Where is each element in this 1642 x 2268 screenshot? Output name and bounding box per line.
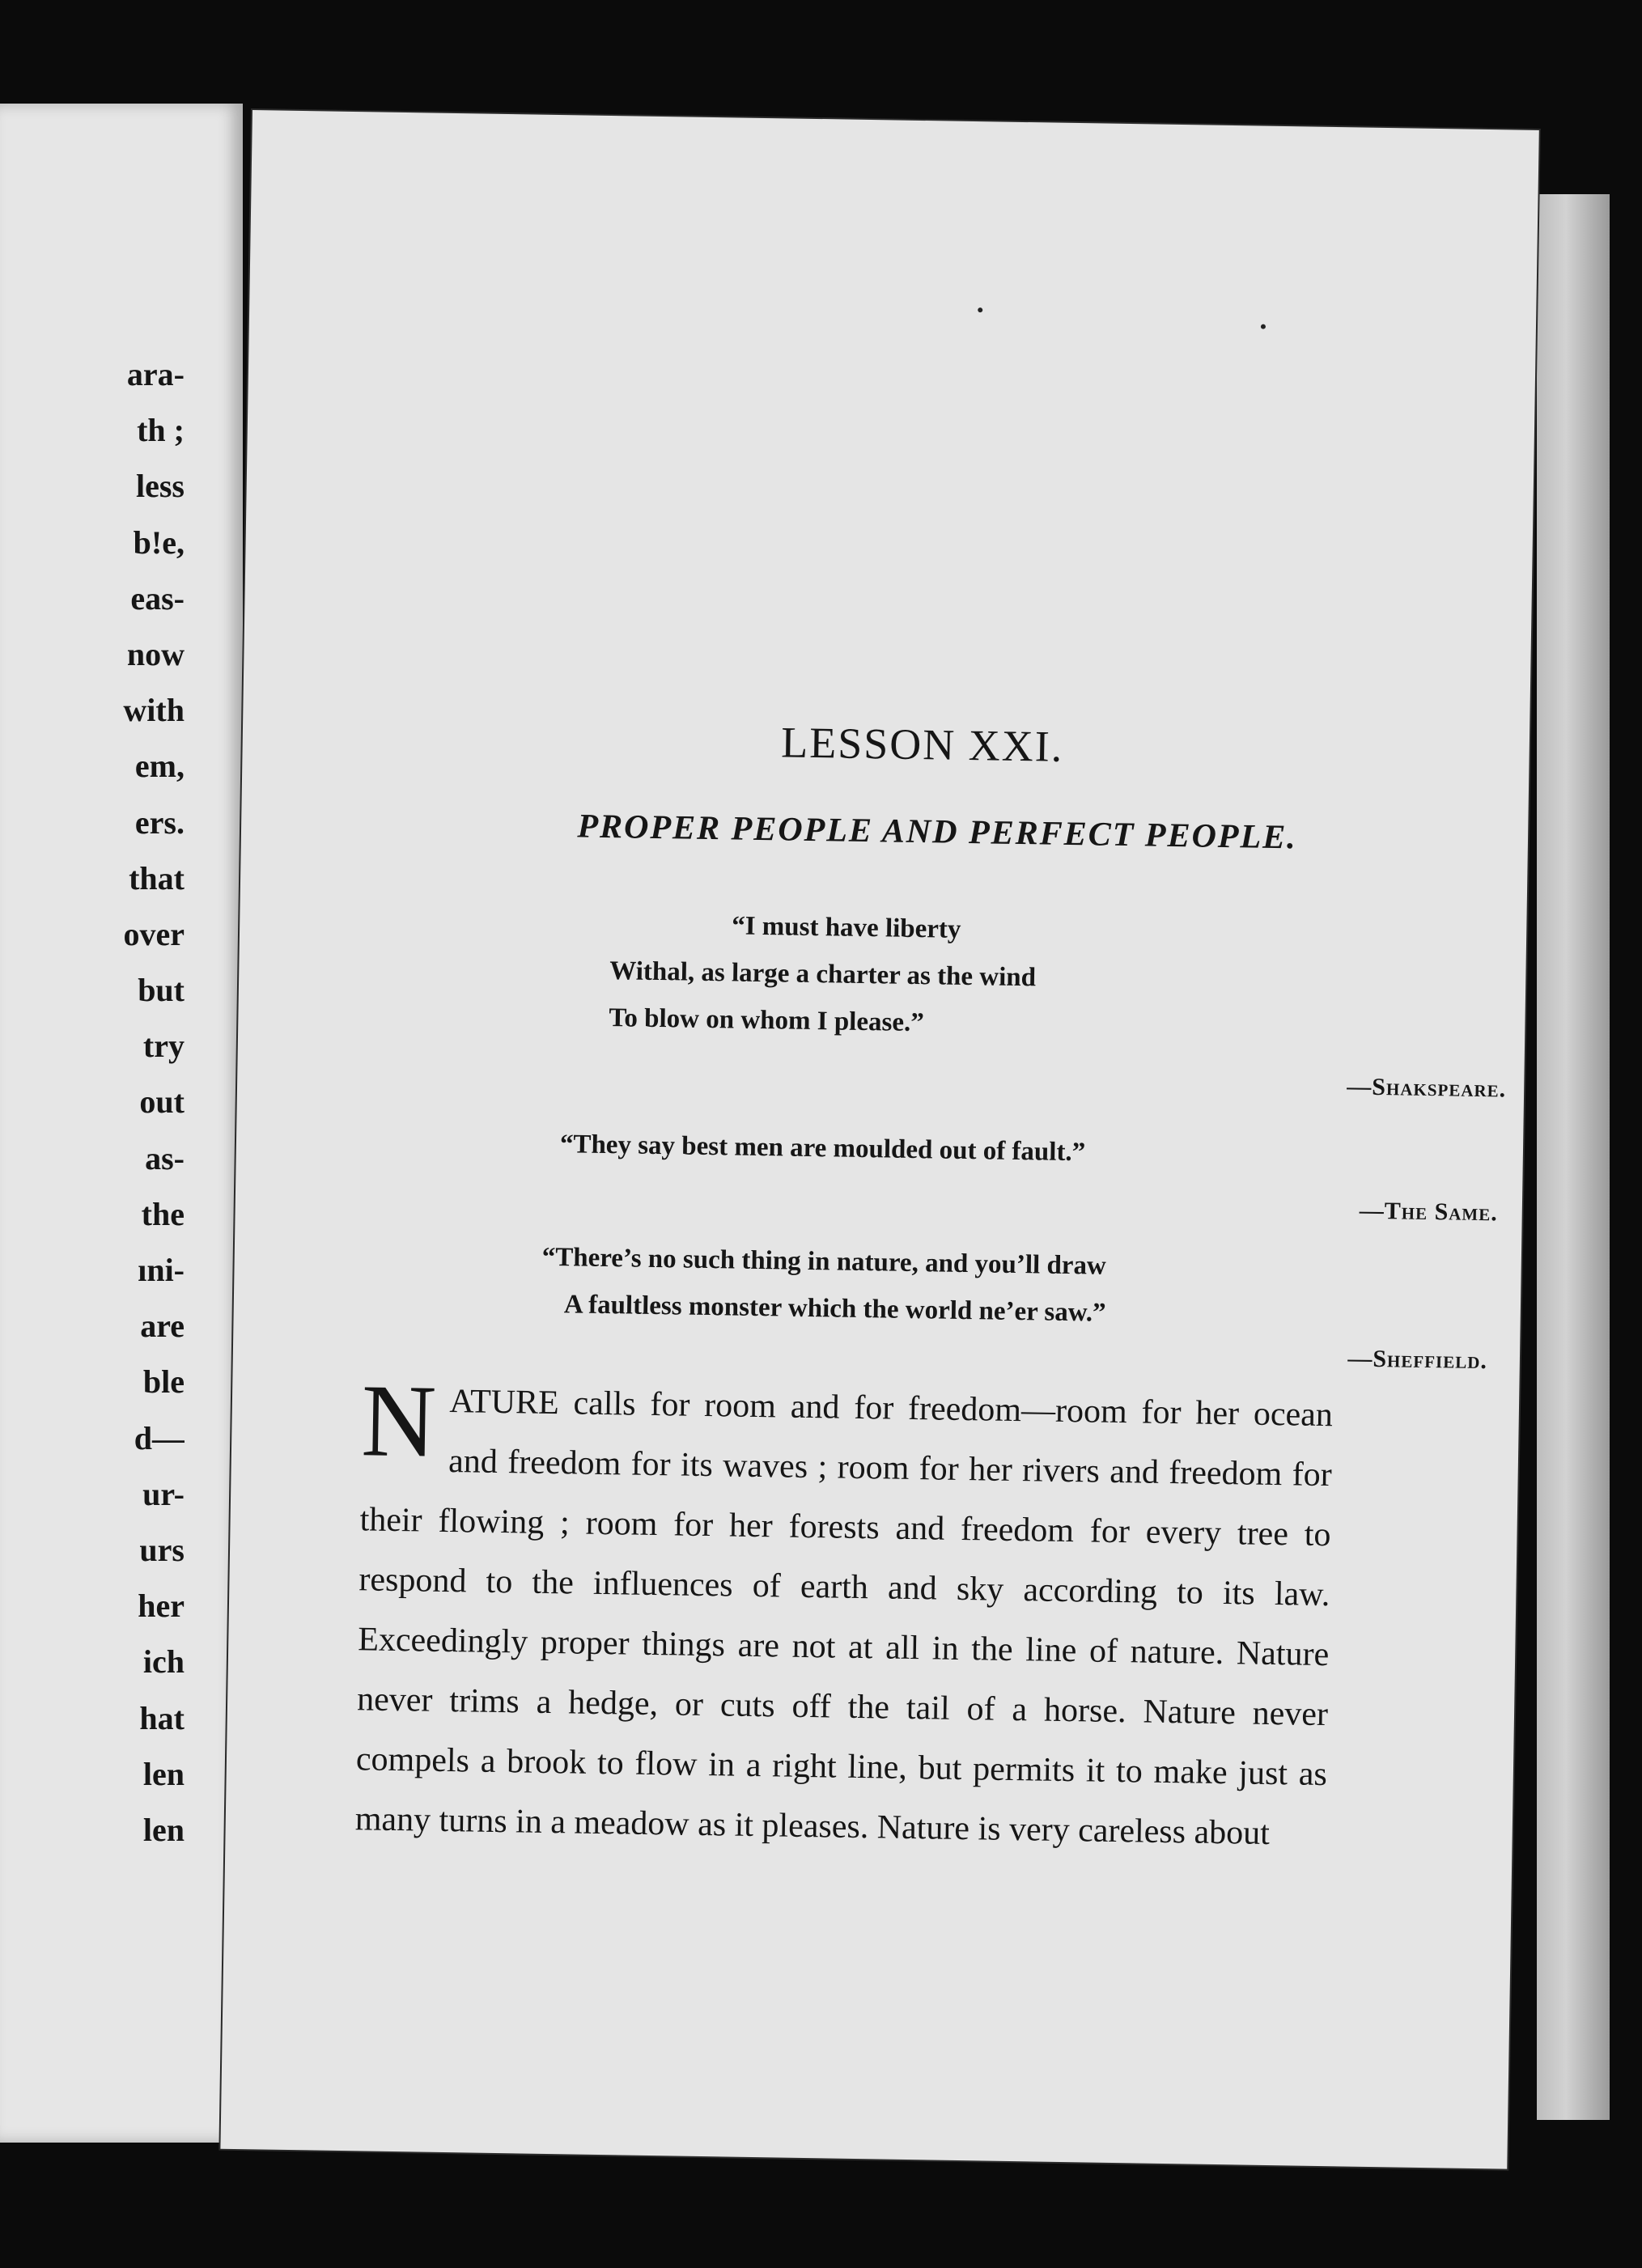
line-fragment: ur- xyxy=(142,1475,185,1512)
line-fragment: the xyxy=(141,1195,185,1232)
epigraph-the-same xyxy=(560,1121,1086,1176)
line-fragment: len xyxy=(142,1811,185,1848)
lesson-subtitle: PROPER PEOPLE AND PERFECT PEOPLE. xyxy=(577,808,1298,857)
epigraph-line: “They say best men are moulded out of fault.” xyxy=(559,1130,1086,1168)
previous-page-fragment xyxy=(0,104,243,2143)
epigraph-attribution: —Sheffield. xyxy=(1347,1345,1488,1375)
epigraph-line: “There’s no such thing in nature, and you’ll draw xyxy=(541,1242,1107,1281)
previous-page-lines xyxy=(123,346,185,1858)
previous-page-text xyxy=(0,104,185,2143)
line-fragment: ıni- xyxy=(138,1252,185,1288)
line-fragment: th ; xyxy=(137,412,185,449)
line-fragment: ich xyxy=(142,1643,185,1681)
epigraph-attribution: —Shakspeare. xyxy=(1347,1073,1507,1103)
line-fragment: that xyxy=(129,859,185,897)
line-fragment: are xyxy=(140,1308,185,1345)
lesson-page xyxy=(220,110,1538,2169)
line-fragment: now xyxy=(126,635,185,672)
epigraph-line: A faultless monster which the world ne’er saw.” xyxy=(563,1290,1106,1328)
epigraph-line: Withal, as large a charter as the wind xyxy=(609,956,1037,993)
line-fragment: d— xyxy=(134,1419,185,1456)
line-fragment: less xyxy=(136,468,185,505)
line-fragment: her xyxy=(138,1588,185,1625)
line-fragment: out xyxy=(139,1083,185,1121)
line-fragment: b!e, xyxy=(133,524,185,561)
scan-speck xyxy=(978,307,982,312)
epigraph-attribution: —The Same. xyxy=(1359,1197,1499,1227)
lesson-title: LESSON XXI. xyxy=(780,718,1064,771)
book-page-edge xyxy=(1537,194,1610,2120)
line-fragment: try xyxy=(142,1028,185,1065)
line-fragment: ble xyxy=(142,1363,185,1401)
epigraph-shakspeare xyxy=(609,901,1037,1048)
line-fragment: urs xyxy=(139,1531,185,1568)
line-fragment: ara- xyxy=(126,356,185,392)
drop-cap: N xyxy=(360,1363,438,1479)
line-fragment: over xyxy=(123,915,185,952)
lesson-body xyxy=(354,1363,1334,1864)
epigraph-sheffield xyxy=(541,1234,1107,1337)
line-fragment: em, xyxy=(134,748,185,785)
epigraph-line: “I must have liberty xyxy=(731,911,961,944)
body-paragraph: ATURE calls for room and for freedom—room for her ocean and freedom for its waves ; room for her rivers and freedom for their flowing ; room for her forests and freedom for every tree to respond to the influences of earth and sky according to its law. Exceedingly proper things are not at all in the line of nature. Nature never trims a hedge, or cuts off the tail of a horse. Nature never compels a brook to flow in a right line, but permits it to make just as many turns in a meadow as it pleases. Nature is very careless about xyxy=(354,1383,1334,1853)
line-fragment: as- xyxy=(145,1139,185,1176)
line-fragment: with xyxy=(123,692,185,729)
line-fragment: eas- xyxy=(130,579,185,617)
line-fragment: but xyxy=(138,972,185,1009)
line-fragment: hat xyxy=(139,1699,185,1736)
line-fragment: ers. xyxy=(134,803,185,841)
epigraph-line: To blow on whom I please.” xyxy=(609,1003,925,1038)
line-fragment: len xyxy=(142,1755,185,1792)
scan-speck xyxy=(1261,324,1266,329)
